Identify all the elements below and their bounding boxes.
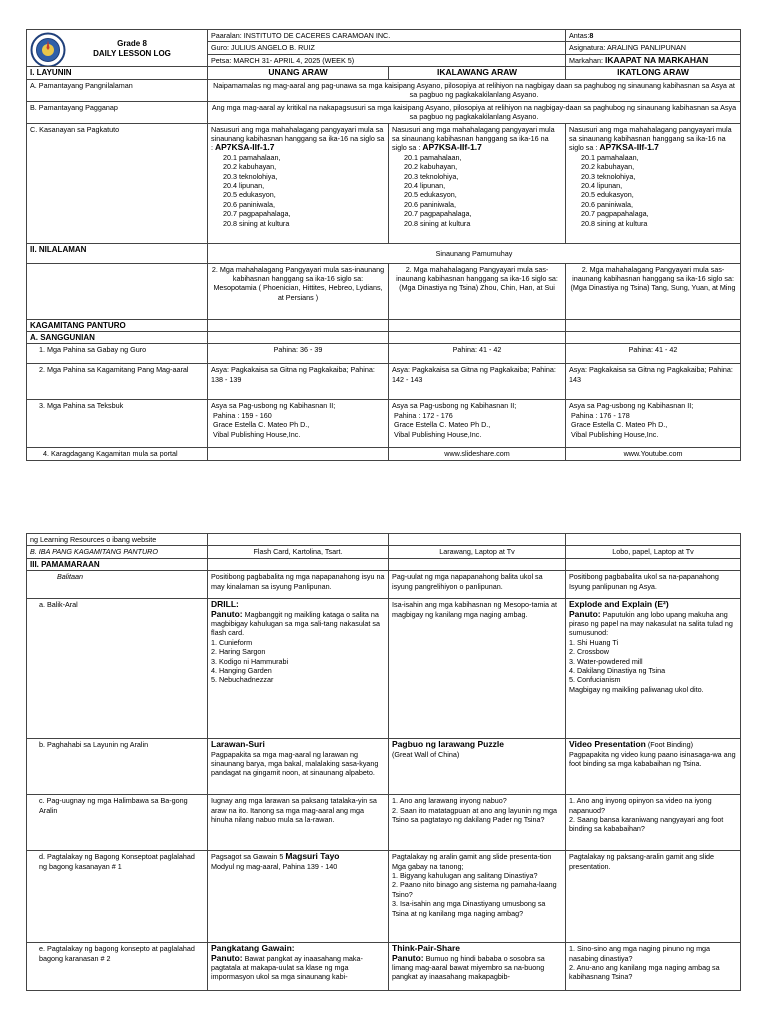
paghahabi-day3: Video Presentation (Foot Binding) Pagpapakita ng video kung paano isinasaga-wa ang foot binding sa mga kababaihan ng Tsina. xyxy=(566,739,741,795)
karagdagan-day3[interactable]: www.Youtube.com xyxy=(566,448,741,460)
balitaan-label: Balitaan xyxy=(27,571,208,599)
pagtalakay-1-day3: Pagtalakay ng paksang-aralin gamit ang slide presentation. xyxy=(566,851,741,943)
pagtalakay-2-day2: Think-Pair-Share Panuto: Bumuo ng hindi bababa o sosobra sa limang mag-aaral bawat miyembro sa na-buong pangkat ay inaasahang makapagbib- xyxy=(389,943,566,991)
pagtalakay-1-day1: Pagsagot sa Gawain 5 Magsuri Tayo Modyul ng mag-aaral, Pahina 139 - 140 xyxy=(208,851,389,943)
karagdagan-day1 xyxy=(208,448,389,460)
kasanayan-day2: Nasusuri ang mga mahahalagang pangyayari mula sa sinaunang kabihasnan hanggang sa ika-16 na siglo sa : AP7KSA-IIf-1.7 20.1 pamahalaan, 20.2 kabuhayan, 20.3 teknolohiya, 20.4 lipunan, 20.5 edukasyon, 20.6 paniniwala, 20.7 pagpapahalaga, 20.8 sining at kultura xyxy=(389,123,566,243)
balik-aral-day2: Isa-isahin ang mga kabihasnan ng Mesopo-tamia at magbigay ng kanilang mga naging ambag. xyxy=(389,599,566,739)
teksbuk-day3: Asya sa Pag-usbong ng Kabihasnan II; Pahina : 176 - 178 Grace Estella C. Mateo Ph D., Vibal Publishing House,Inc. xyxy=(566,400,741,448)
kagamitan-heading: KAGAMITANG PANTURO xyxy=(27,319,208,331)
teksbuk-day2: Asya sa Pag-usbong ng Kabihasnan II; Pahina : 172 - 176 Grace Estella C. Mateo Ph D., Vibal Publishing House,Inc. xyxy=(389,400,566,448)
kasanayan-label: C. Kasanayan sa Pagkatuto xyxy=(27,123,208,243)
pagtalakay-1-day2: Pagtalakay ng aralin gamit ang slide presenta-tion Mga gabay na tanong; 1. Bigyang kahulugan ang salitang Dinastiya? 2. Paano nito binago ang sistema ng pamaha-laang Tsino? 3. Isa-isahin ang mga Dinastiyang umusbong sa Tsina at ng kanilang mga naging ambag? xyxy=(389,851,566,943)
balik-aral-day3: Explode and Explain (E²) Panuto: Paputukin ang lobo upang makuha ang piraso ng papel na may nakasulat na salita tulad ng sumusunod: 1. Shi Huang Ti 2. Crossbow 3. Water-powdered mill 4. Dakilang Dinastiya ng Tsina 5. Confucianism Magbigay ng maikling paliwanag ukol dito. xyxy=(566,599,741,739)
paghahabi-day1: Larawan-Suri Pagpapakita sa mga mag-aaral ng larawan ng sinaunang barya, mga bakal, malalaking sasa-kyang pandagat na gingamit noon, at sinaunang alpabeto. xyxy=(208,739,389,795)
lesson-log-table-page2 xyxy=(26,533,741,991)
pangnilalaman-label: A. Pamantayang Pangnilalaman xyxy=(27,79,208,101)
lesson-log-table-page1 xyxy=(26,29,741,461)
pagtalakay-2-day1: Pangkatang Gawain: Panuto: Bawat pangkat ay inaasahang maka-pagtatala at makapa-uulat sa klase ng mga impormasyon ukol sa mga sinaunang kabi- xyxy=(208,943,389,991)
guro-pages-day3: Pahina: 41 - 42 xyxy=(566,344,741,364)
kasanayan-day3: Nasusuri ang mga mahahalagang pangyayari mula sa sinaunang kabihasnan hanggang sa ika-16 na siglo sa : AP7KSA-IIf-1.7 20.1 pamahalaan, 20.2 kabuhayan, 20.3 teknolohiya, 20.4 lipunan, 20.5 edukasyon, 20.6 paniniwala, 20.7 pagpapahalaga, 20.8 sining at kultura xyxy=(566,123,741,243)
pag-uugnay-day1: Iugnay ang mga larawan sa paksang tatalaka-yin sa araw na ito. Itanong sa mga mag-aaral ang mga hinuha nilang nabuo mula sa la-rawan. xyxy=(208,795,389,851)
nilalaman-heading: II. NILALAMAN xyxy=(27,243,208,263)
petsa-field: Petsa: MARCH 31- APRIL 4, 2025 (WEEK 5) xyxy=(208,54,566,66)
nilalaman-day3: 2. Mga mahahalagang Pangyayari mula sas-inaunang kabihasnan hanggang sa ika-16 siglo sa: (Mga Dinastiya ng Tsina) Tang, Sung, Yuan, at Ming xyxy=(566,263,741,319)
markahan-field: Markahan: IKAAPAT NA MARKAHAN xyxy=(566,54,741,66)
guro-field: Guro: JULIUS ANGELO B. RUIZ xyxy=(208,42,566,54)
guro-pages-day2: Pahina: 41 - 42 xyxy=(389,344,566,364)
teksbuk-label: 3. Mga Pahina sa Teksbuk xyxy=(27,400,208,448)
balik-aral-day1: DRILL: Panuto: Magbanggit ng maikling kataga o salita na magbibigay kahulugan sa mga sali-tang nakasulat sa flash card. 1. Cunieform 2. Haring Sargon 3. Kodigo ni Hammurabi 4. Hanging Garden 5. Nebuchadnezzar xyxy=(208,599,389,739)
deped-seal-icon xyxy=(30,32,66,67)
day2-heading: IKALAWANG ARAW xyxy=(389,67,566,79)
mag-aaral-pages-day2: Asya: Pagkakaisa sa Gitna ng Pagkakaiba; Pahina: 142 - 143 xyxy=(389,364,566,400)
iba-kagamitan-day3: Lobo, papel, Laptop at Tv xyxy=(566,546,741,558)
kasanayan-day1: Nasusuri ang mga mahahalagang pangyayari mula sa sinaunang kabihasnan hanggang sa ika-16 na siglo sa : AP7KSA-IIf-1.7 20.1 pamahalaan, 20.2 kabuhayan, 20.3 teknolohiya, 20.4 lipunan, 20.5 edukasyon, 20.6 paniniwala, 20.7 pagpapahalaga, 20.8 sining at kultura xyxy=(208,123,389,243)
pagganap-label: B. Pamantayang Pagganap xyxy=(27,101,208,123)
log-title: DAILY LESSON LOG xyxy=(93,49,171,58)
nilalaman-day2: 2. Mga mahahalagang Pangyayari mula sas-inaunang kabihasnan hanggang sa ika-16 siglo sa: (Mga Dinastiya ng Tsina) Zhou, Chin, Han, at Sui xyxy=(389,263,566,319)
karagdagan-day2[interactable]: www.slideshare.com xyxy=(389,448,566,460)
pagtalakay-1-label: d. Pagtalakay ng Bagong Konseptoat paglalahad ng bagong kasanayan # 1 xyxy=(27,851,208,943)
grade-label: Grade 8 xyxy=(117,39,147,48)
balitaan-day1: Positibong pagbabalita ng mga napapanahong isyu na may kinalaman sa isyung Panlipunan. xyxy=(208,571,389,599)
pag-uugnay-day2: 1. Ano ang larawang inyong nabuo? 2. Saan ito matatagpuan at ano ang layunin ng mga Tsino sa pagtatayo ng dakilang Pader ng Tsina? xyxy=(389,795,566,851)
balitaan-day2: Pag-uulat ng mga napapanahong balita ukol sa isyung pangrelihiyon o panlipunan. xyxy=(389,571,566,599)
karagdagan-label-cont: ng Learning Resources o ibang website xyxy=(27,534,208,546)
iba-kagamitan-day2: Larawang, Laptop at Tv xyxy=(389,546,566,558)
iba-kagamitan-day1: Flash Card, Kartolina, Tsart. xyxy=(208,546,389,558)
balitaan-day3: Positibong pagbabalita ukol sa na-papanahong Isyung panlipunan ng Asya. xyxy=(566,571,741,599)
nilalaman-spacer xyxy=(27,263,208,319)
pagtalakay-2-day3: 1. Sino-sino ang mga naging pinuno ng mga nasabing dinastiya? 2. Anu-ano ang kanilang mga naging ambag sa kabihasnang Tsina? xyxy=(566,943,741,991)
karagdagan-label: 4. Karagdagang Kagamitan mula sa portal xyxy=(27,448,208,460)
sanggunian-heading: A. SANGGUNIAN xyxy=(27,332,208,344)
pag-uugnay-day3: 1. Ano ang inyong opinyon sa video na iyong napanuod? 2. Saang bansa karaniwang nangyayari ang foot binding sa kababaihan? xyxy=(566,795,741,851)
day1-heading: UNANG ARAW xyxy=(208,67,389,79)
guro-pages-label: 1. Mga Pahina sa Gabay ng Guro xyxy=(27,344,208,364)
mag-aaral-pages-day3: Asya: Pagkakaisa sa Gitna ng Pagkakaiba; Pahina: 143 xyxy=(566,364,741,400)
balik-aral-label: a. Balik-Aral xyxy=(27,599,208,739)
iba-kagamitan-label: B. IBA PANG KAGAMITANG PANTURO xyxy=(27,546,208,558)
asignatura-field: Asignatura: ARALING PANLIPUNAN xyxy=(566,42,741,54)
mag-aaral-pages-label: 2. Mga Pahina sa Kagamitang Pang Mag-aaral xyxy=(27,364,208,400)
pag-uugnay-label: c. Pag-uugnay ng mga Halimbawa sa Ba-gong Aralin xyxy=(27,795,208,851)
mag-aaral-pages-day1: Asya: Pagkakaisa sa Gitna ng Pagkakaiba; Pahina: 138 - 139 xyxy=(208,364,389,400)
paghahabi-label: b. Paghahabi sa Layunin ng Aralin xyxy=(27,739,208,795)
pagtalakay-2-label: e. Pagtalakay ng bagong konsepto at paglalahad bagong karanasan # 2 xyxy=(27,943,208,991)
layunin-heading: I. LAYUNIN xyxy=(27,67,208,79)
pamamaraan-heading: III. PAMAMARAAN xyxy=(27,558,208,570)
guro-pages-day1: Pahina: 36 - 39 xyxy=(208,344,389,364)
pangnilalaman-text: Naipamamalas ng mag-aaral ang pag-unawa sa mga kaisipang Asyano, pilosopiya at relihiyon na nagbigay daan sa paghubog ng sinaunang kabihasnan sa Asya at sa pagbuo ng pagkakakilanlang Asyano. xyxy=(208,79,741,101)
teksbuk-day1: Asya sa Pag-usbong ng Kabihasnan II; Pahina : 159 - 160 Grace Estella C. Mateo Ph D., Vibal Publishing House,Inc. xyxy=(208,400,389,448)
paaralan-field: Paaralan: INSTITUTO DE CACERES CARAMOAN INC. xyxy=(208,30,566,42)
header-title-cell xyxy=(27,30,208,67)
antas-field: Antas:8 xyxy=(566,30,741,42)
day3-heading: IKATLONG ARAW xyxy=(566,67,741,79)
paghahabi-day2: Pagbuo ng larawang Puzzle (Great Wall of China) xyxy=(389,739,566,795)
nilalaman-topic: Sinaunang Pamumuhay xyxy=(208,243,741,263)
pagganap-text: Ang mga mag-aaral ay kritikal na nakapagsusuri sa mga kaisipang Asyano, pilosopiya at relihiyon na nagbigay-daan sa paghubog ng sinaunang kabihasnan sa Asya sa pagbuo ng pagkakakilanlang Asyano. xyxy=(208,101,741,123)
nilalaman-day1: 2. Mga mahahalagang Pangyayari mula sas-inaunang kabihasnan hanggang sa ika-16 siglo sa: Mesopotamia ( Phoenician, Hittites, Hebreo, Lydians, at Persians ) xyxy=(208,263,389,319)
